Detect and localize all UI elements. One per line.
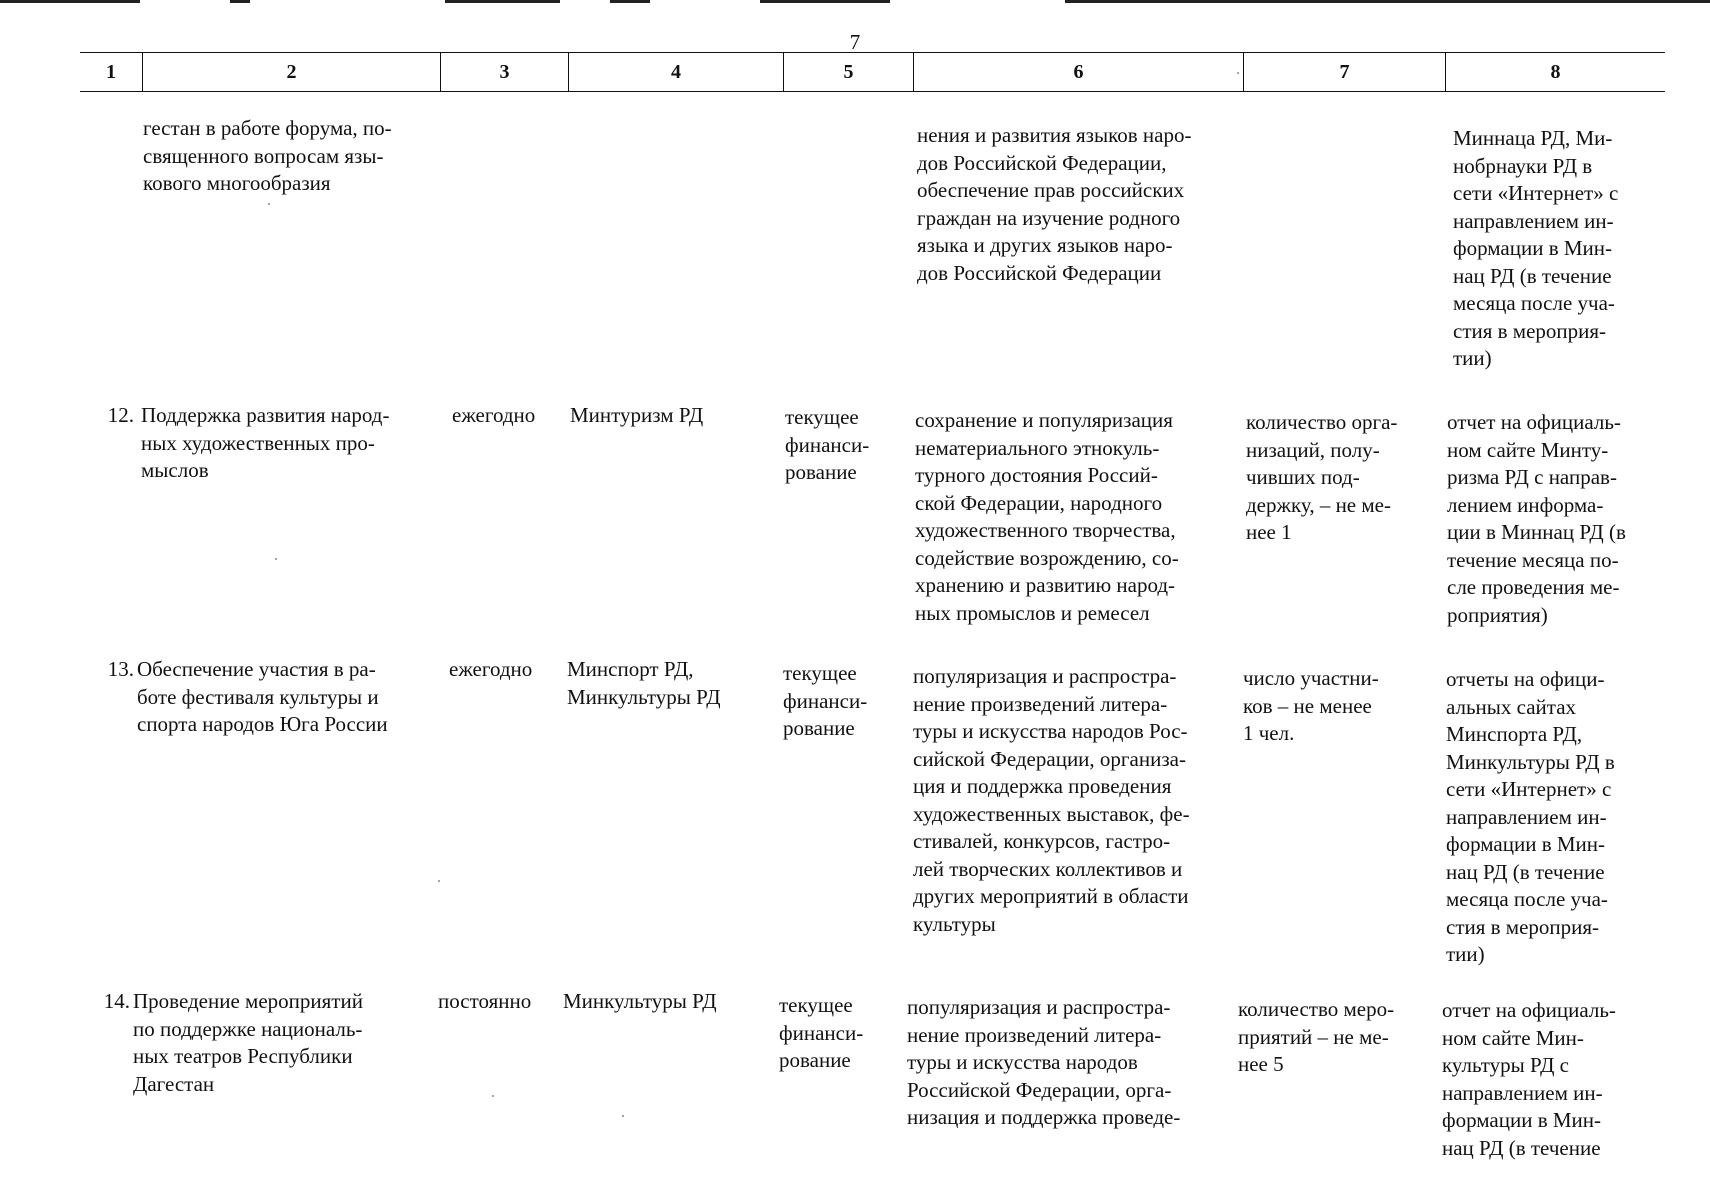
column-header-7: 7 bbox=[1243, 53, 1445, 91]
column-header-2: 2 bbox=[142, 53, 440, 91]
financing-text: текущее финанси- рование bbox=[785, 405, 870, 484]
scan-speck bbox=[622, 1115, 624, 1117]
continuation-event-text: гестан в работе форума, по- священного вопросам язы- кового многообразия bbox=[143, 116, 392, 195]
result-text: популяризация и распростра- нение произведений литера- туры и искусства народов Российской Федерации, орга- низация и поддержка проведе- bbox=[907, 995, 1181, 1129]
column-header-5: 5 bbox=[783, 53, 913, 91]
column-header-4: 4 bbox=[568, 53, 783, 91]
report-text: отчет на официаль- ном сайте Минту- ризма РД с направ- лением информа- ции в Миннац РД (в течение месяца по- сле проведения ме- роприятия) bbox=[1447, 410, 1626, 627]
continuation-result-text: нения и развития языков наро- дов Российской Федерации, обеспечение прав российских граждан на изучение родного языка и других языков наро- дов Российской Федерации bbox=[917, 123, 1192, 285]
scan-speck bbox=[275, 558, 277, 560]
result-text: популяризация и распростра- нение произведений литера- туры и искусства народов Рос- сийской Федерации, организа- ция и поддержка проведения художественных выставок, фе- стивалей, конкурсов, гастро- лей творческих коллективов и других мероприятий в области культуры bbox=[913, 664, 1190, 936]
event-text: Проведение мероприятий по поддержке националь- ных театров Республики Дагестан bbox=[133, 989, 363, 1096]
indicator-text: количество меро- приятий – не ме- нее 5 bbox=[1238, 997, 1395, 1076]
period-text: постоянно bbox=[438, 989, 532, 1013]
row-number: 14. bbox=[103, 989, 130, 1013]
row-number: 12. bbox=[107, 403, 134, 427]
executor-text: Минтуризм РД bbox=[570, 403, 704, 427]
table-header-row bbox=[80, 52, 1665, 92]
indicator-text: число участни- ков – не менее 1 чел. bbox=[1243, 666, 1379, 745]
column-header-1: 1 bbox=[106, 60, 116, 83]
column-header-8: 8 bbox=[1445, 53, 1665, 91]
scan-edge-mark bbox=[230, 0, 250, 3]
scan-edge-mark bbox=[610, 0, 650, 3]
scan-speck bbox=[438, 880, 440, 882]
scan-edge-mark bbox=[0, 0, 140, 3]
indicator-text: количество орга- низаций, полу- чивших под- держку, – не ме- нее 1 bbox=[1246, 410, 1398, 544]
executor-text: Минкультуры РД bbox=[563, 989, 717, 1013]
scan-edge-mark bbox=[760, 0, 890, 3]
page-number: 7 bbox=[849, 30, 861, 54]
event-text: Поддержка развития народ- ных художественных про- мыслов bbox=[141, 403, 390, 482]
financing-text: текущее финанси- рование bbox=[779, 993, 864, 1072]
column-header-6: 6 bbox=[913, 53, 1243, 91]
event-text: Обеспечение участия в ра- боте фестиваля культуры и спорта народов Юга России bbox=[137, 657, 388, 736]
continuation-report-text: Миннаца РД, Ми- нобрнауки РД в сети «Интернет» с направлением ин- формации в Мин- нац РД (в течение месяца после уча- стия в мероприя- тии) bbox=[1453, 126, 1619, 370]
period-text: ежегодно bbox=[449, 657, 533, 681]
financing-text: текущее финанси- рование bbox=[783, 661, 868, 740]
scan-edge-mark bbox=[445, 0, 560, 3]
result-text: сохранение и популяризация нематериального этнокуль- турного достояния Россий- ской Федерации, народного художественного творчества, содействие возрождению, со- хранению и развитию народ- ных промыслов и ремесел bbox=[915, 408, 1179, 625]
report-text: отчеты на офици- альных сайтах Минспорта РД, Минкультуры РД в сети «Интернет» с направлением ин- формации в Мин- нац РД (в течение месяца после уча- стия в мероприя- тии) bbox=[1446, 667, 1615, 966]
column-header-3: 3 bbox=[440, 53, 568, 91]
scan-speck bbox=[492, 1095, 494, 1097]
scan-speck bbox=[1237, 72, 1239, 74]
scan-edge-mark bbox=[1065, 0, 1710, 3]
scan-speck bbox=[268, 203, 270, 205]
executor-text: Минспорт РД, Минкультуры РД bbox=[567, 657, 721, 709]
report-text: отчет на официаль- ном сайте Мин- культуры РД с направлением ин- формации в Мин- нац РД (в течение bbox=[1442, 998, 1616, 1160]
row-number: 13. bbox=[107, 657, 134, 681]
period-text: ежегодно bbox=[452, 403, 536, 427]
